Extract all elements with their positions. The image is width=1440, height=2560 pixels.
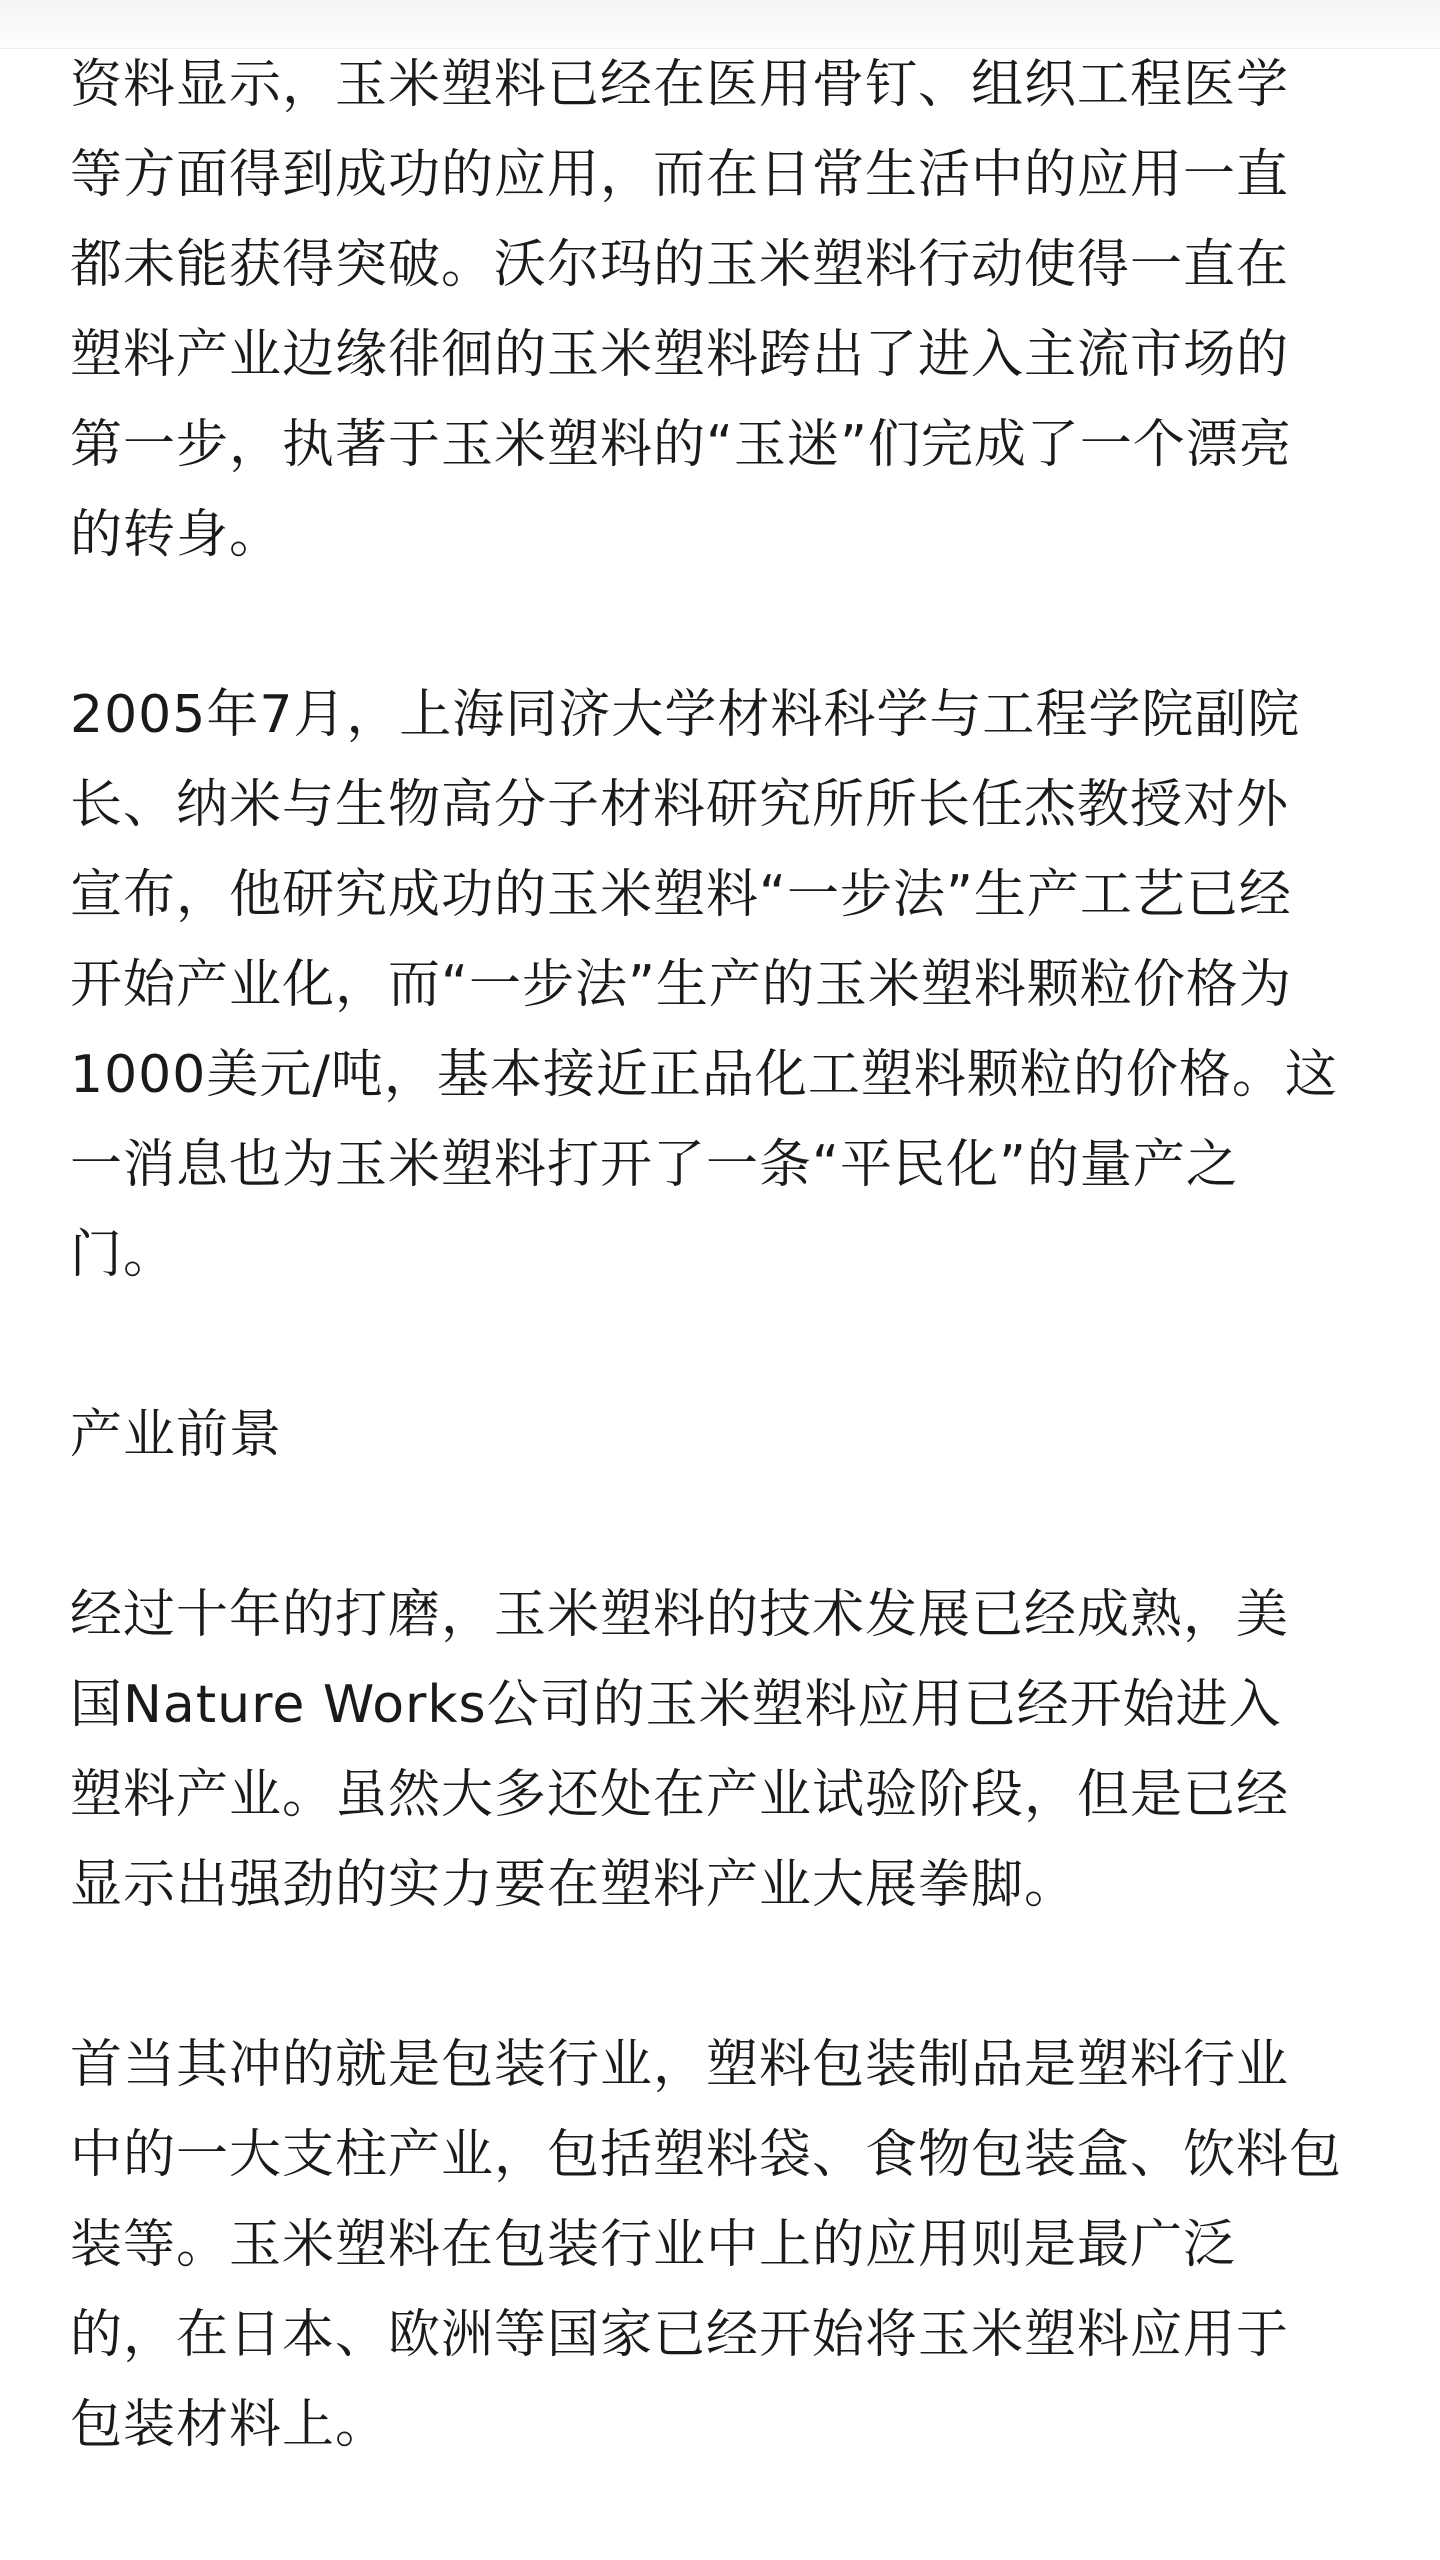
text-line: 显示出强劲的实力要在塑料产业大展拳脚。 [70,1855,1078,1915]
text-line: 开始产业化，而“一步法”生产的玉米塑料颗粒价格为 [70,955,1292,1015]
text-line: 资料显示，玉米塑料已经在医用骨钉、组织工程医学 [70,55,1290,115]
text-line: 的，在日本、欧洲等国家已经开始将玉米塑料应用于 [70,2305,1290,2365]
section-heading: 产业前景 [70,1405,283,1465]
text-line: 门。 [70,1225,177,1285]
text-line: 的转身。 [70,505,283,565]
paragraph-2 [70,670,1390,1300]
paragraph-3 [70,1570,1390,1930]
text-line: 长、纳米与生物高分子材料研究所所长任杰教授对外 [70,775,1290,835]
text-line: 塑料产业。虽然大多还处在产业试验阶段，但是已经 [70,1765,1290,1825]
paragraph-1 [70,40,1390,580]
text-line: 宣布，他研究成功的玉米塑料“一步法”生产工艺已经 [70,865,1292,925]
text-line: 中的一大支柱产业，包括塑料袋、食物包装盒、饮料包 [70,2125,1343,2185]
article-body [70,40,1390,2560]
text-line: 装等。玉米塑料在包装行业中上的应用则是最广泛 [70,2215,1237,2275]
paragraph-4 [70,2020,1390,2470]
text-line: 国Nature Works公司的玉米塑料应用已经开始进入 [70,1675,1282,1735]
text-line: 包装材料上。 [70,2395,389,2455]
text-line: 一消息也为玉米塑料打开了一条“平民化”的量产之 [70,1135,1239,1195]
text-line: 都未能获得突破。沃尔玛的玉米塑料行动使得一直在 [70,235,1290,295]
text-line: 1000美元/吨，基本接近正品化工塑料颗粒的价格。这 [70,1045,1338,1105]
text-line: 首当其冲的就是包装行业，塑料包装制品是塑料行业 [70,2035,1290,2095]
text-line: 2005年7月，上海同济大学材料科学与工程学院副院 [70,685,1301,745]
text-line: 等方面得到成功的应用，而在日常生活中的应用一直 [70,145,1290,205]
text-line: 塑料产业边缘徘徊的玉米塑料跨出了进入主流市场的 [70,325,1290,385]
text-line: 经过十年的打磨，玉米塑料的技术发展已经成熟，美 [70,1585,1290,1645]
text-line: 第一步，执著于玉米塑料的“玉迷”们完成了一个漂亮 [70,415,1292,475]
